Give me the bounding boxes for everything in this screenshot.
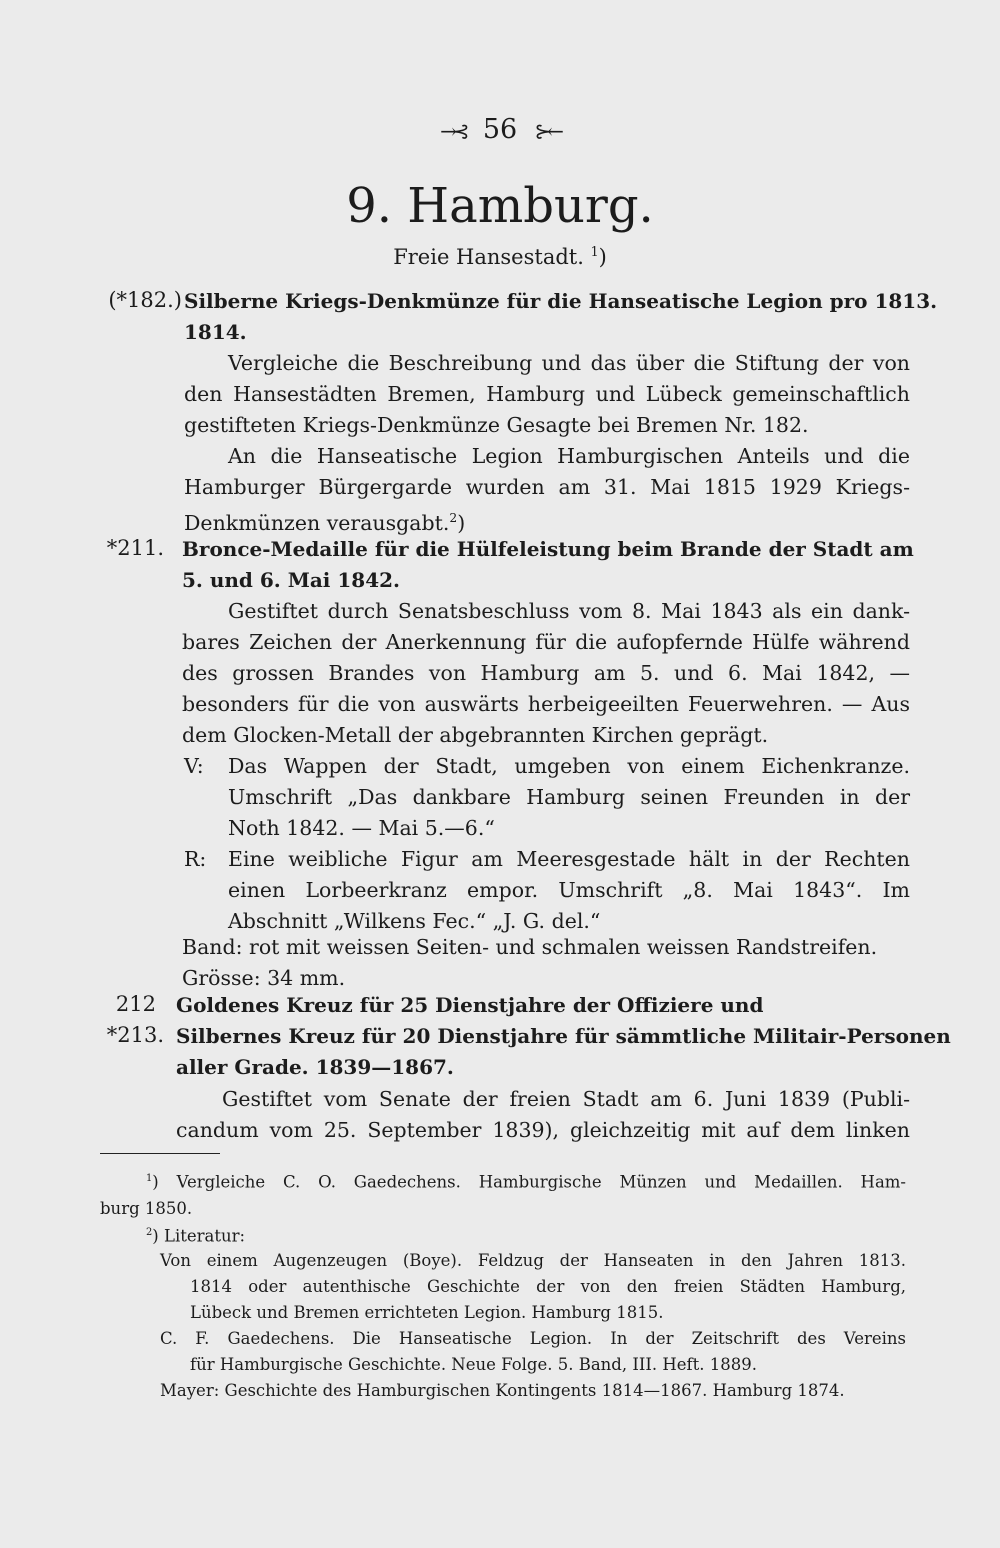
- text-line: einen Lorbeerkranz empor. Umschrift „8. Mai 1843“. Im: [228, 878, 910, 902]
- heading-line: 5. und 6. Mai 1842.: [182, 568, 400, 592]
- text-line: besonders für die von auswärts herbeigeeilten Feuerwehren. — Aus: [182, 692, 910, 716]
- text-line: den Hansestädten Bremen, Hamburg und Lübeck gemeinschaftlich: [184, 382, 910, 406]
- entry-number-182: (*182.): [108, 288, 182, 312]
- heading-line: 1814.: [184, 320, 247, 344]
- heading-line: Goldenes Kreuz für 25 Dienstjahre der Offiziere und: [176, 993, 764, 1017]
- text-line: Umschrift „Das dankbare Hamburg seinen Freunden in der: [228, 785, 910, 809]
- entry-text-213: [176, 1084, 910, 1146]
- footnote-line: burg 1850.: [100, 1198, 193, 1218]
- footnote-line: $^1$) Vergleiche C. O. Gaedechens. Hamburgische Münzen und Medaillen. Ham-: [146, 1172, 907, 1192]
- subtitle-text: Freie Hansestadt.: [393, 245, 584, 269]
- page-title: 9. Hamburg.: [346, 178, 654, 234]
- obverse-label: V:: [184, 754, 204, 778]
- literature-list: [160, 1248, 906, 1404]
- footnote-marker: 1: [146, 1173, 153, 1184]
- text-line: Hamburger Bürgergarde wurden am 31. Mai 1815 1929 Kriegs-: [184, 475, 910, 499]
- entry-number-212: 212: [115, 992, 156, 1016]
- entry-heading-211: [182, 534, 914, 596]
- subtitle-footnote-ref: 1: [590, 244, 599, 259]
- text-line: Eine weibliche Figur am Meeresgestade hält in der Rechten: [228, 847, 910, 871]
- footnote-line: $^2$) Literatur:: [146, 1226, 246, 1246]
- heading-line: Silbernes Kreuz für 20 Dienstjahre für sämmtliche Militair-Personen: [176, 1024, 951, 1048]
- literature-line: C. F. Gaedechens. Die Hanseatische Legion. In der Zeitschrift des Vereins: [160, 1329, 906, 1348]
- literature-line: 1814 oder autenthische Geschichte der von den freien Städten Hamburg,: [190, 1277, 906, 1296]
- entry-heading-212: [176, 990, 910, 1021]
- footnote-label: Literatur:: [163, 1226, 246, 1246]
- literature-line: Lübeck und Bremen errichteten Legion. Hamburg 1815.: [190, 1303, 664, 1322]
- text-line: bares Zeichen der Anerkennung für die aufopfernde Hülfe während: [182, 630, 910, 654]
- reverse-description: [228, 844, 910, 937]
- text-line: Das Wappen der Stadt, umgeben von einem Eichenkranze.: [228, 754, 910, 778]
- entry-heading-182: [184, 286, 938, 348]
- text-line: Vergleiche die Beschreibung und das über die Stiftung der von: [228, 351, 910, 375]
- text-line: Abschnitt „Wilkens Fec.“ „J. G. del.“: [228, 909, 601, 933]
- obverse-description: [228, 751, 910, 844]
- entry-number-211: *211.: [106, 536, 164, 560]
- footnote-1: [100, 1166, 906, 1222]
- subtitle: Freie Hansestadt. $^1$): [393, 244, 607, 269]
- entry-text-211: [182, 596, 910, 751]
- text-line: des grossen Brandes von Hamburg am 5. und 6. Mai 1842, —: [182, 661, 910, 685]
- text-line: dem Glocken-Metall der abgebrannten Kirchen geprägt.: [182, 723, 769, 747]
- footnote-ref: 2: [449, 511, 458, 525]
- footnote-2: [146, 1220, 906, 1250]
- literature-line: für Hamburgische Geschichte. Neue Folge. 5. Band, III. Heft. 1889.: [190, 1355, 758, 1374]
- ornament-left: →⊰: [440, 119, 466, 143]
- text-line: Noth 1842. — Mai 5.—6.“: [228, 816, 495, 840]
- footnote-divider: [100, 1153, 220, 1154]
- entry-text-182: [184, 348, 910, 539]
- heading-line: Silberne Kriegs-Denkmünze für die Hanseatische Legion pro 1813.: [184, 289, 938, 313]
- band-line: Band: rot mit weissen Seiten- und schmalen weissen Randstreifen.: [182, 935, 878, 959]
- footnote-text: Vergleiche C. O. Gaedechens. Hamburgische Münzen und Medaillen. Ham-: [176, 1172, 907, 1192]
- text-fragment: Denkmünzen verausgabt.: [184, 510, 450, 535]
- footnote-marker: 2: [146, 1227, 153, 1238]
- text-line: Denkmünzen verausgabt.$^2$): [184, 510, 466, 535]
- literature-line: Mayer: Geschichte des Hamburgischen Kontingents 1814—1867. Hamburg 1874.: [160, 1381, 845, 1400]
- heading-line: aller Grade. 1839—1867.: [176, 1055, 454, 1079]
- text-line: Gestiftet durch Senatsbeschluss vom 8. Mai 1843 als ein dank-: [228, 599, 910, 623]
- page-number-line: [0, 114, 1000, 145]
- text-line: gestifteten Kriegs-Denkmünze Gesagte bei Bremen Nr. 182.: [184, 413, 809, 437]
- text-line: candum vom 25. September 1839), gleichzeitig mit auf dem linken: [176, 1118, 910, 1142]
- band-and-size: [182, 932, 910, 994]
- text-line: An die Hanseatische Legion Hamburgischen Anteils und die: [228, 444, 910, 468]
- text-line: Gestiftet vom Senate der freien Stadt am 6. Juni 1839 (Publi-: [222, 1087, 910, 1111]
- entry-heading-213: [176, 1021, 951, 1083]
- entry-number-213: *213.: [106, 1023, 164, 1047]
- reverse-label: R:: [184, 847, 207, 871]
- heading-line: Bronce-Medaille für die Hülfeleistung beim Brande der Stadt am: [182, 537, 914, 561]
- size-line: Grösse: 34 mm.: [182, 966, 346, 990]
- literature-line: Von einem Augenzeugen (Boye). Feldzug der Hanseaten in den Jahren 1813.: [160, 1251, 906, 1270]
- page-number: 56: [482, 114, 518, 145]
- ornament-right: ⊱←: [534, 119, 560, 143]
